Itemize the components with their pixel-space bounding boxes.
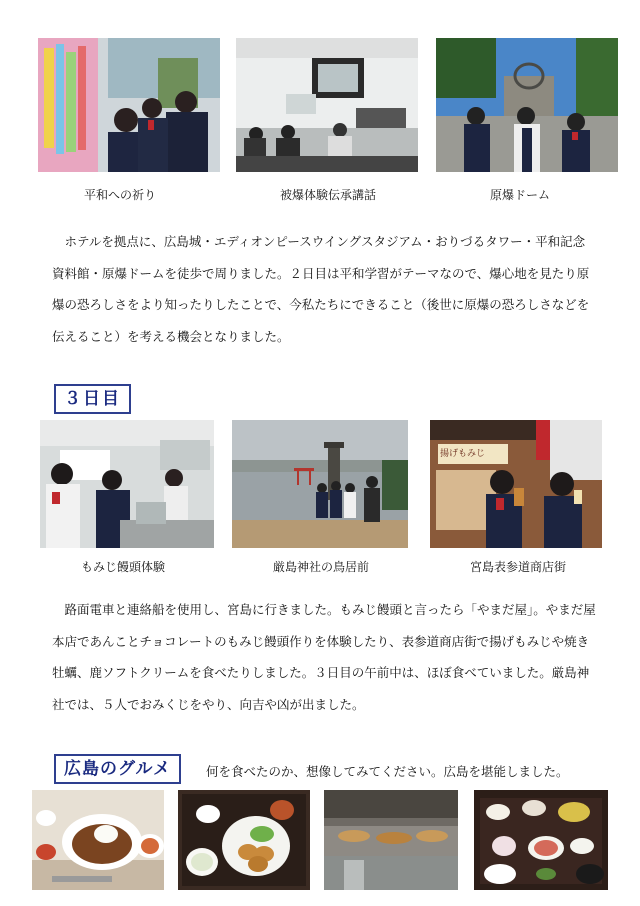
caption-momiji-manju: もみじ饅頭体験 [80, 560, 165, 574]
caption-itsukushima-torii: 厳島神社の鳥居前 [272, 560, 369, 574]
caption-atomic-dome: 原爆ドーム [489, 188, 550, 202]
photo-peace-prayer [38, 38, 220, 172]
photo-miyajima-shopping-street [430, 420, 602, 548]
gourmet-note: 何を食べたのか、想像してみてください。広島を堪能しました。 [206, 764, 569, 779]
gourmet-heading: 広島のグルメ [54, 754, 181, 784]
photo-atomic-bomb-dome [436, 38, 618, 172]
photo-atomic-testimony-lecture [236, 38, 418, 172]
photo-food-curry [32, 790, 164, 890]
photo-food-fried-oyster-set [178, 790, 310, 890]
photo-food-okonomiyaki-grill [324, 790, 458, 890]
day3-paragraph: 路面電車と連絡船を使用し、宮島に行きました。もみじ饅頭と言ったら「やまだ屋」。やまだ屋本店であんことチョコレートのもみじ饅頭作りを体験したり、表参道商店街で揚げもみじや焼き牡蠣、鹿ソフトクリームを食べたりしました。３日目の午前中は、ほぼ食べていました。厳島神社では、５人でおみくじをやり、向吉や凶が出ました。 [52, 602, 596, 712]
photo-momiji-manju-experience [40, 420, 214, 548]
caption-atomic-testimony: 被爆体験伝承講話 [279, 188, 376, 202]
photo-food-set-meal [474, 790, 608, 890]
day3-heading: ３日目 [54, 384, 131, 414]
photo-itsukushima-torii [232, 420, 408, 548]
shop-sign-text: 揚げもみじ [440, 449, 486, 459]
caption-miyajima-street: 宮島表参道商店街 [469, 560, 566, 574]
day2-paragraph: ホテルを拠点に、広島城・エディオンピースウイングスタジアム・おりづるタワー・平和記念資料館・原爆ドームを徒歩で周りました。２日目は平和学習がテーマなので、爆心地を見たり原爆の恐ろしさをより知ったりしたことで、今私たちにできること（後世に原爆の恐ろしさなどを伝えること）を考える機会となりました。 [52, 234, 590, 344]
caption-peace-prayer: 平和への祈り [83, 188, 156, 202]
